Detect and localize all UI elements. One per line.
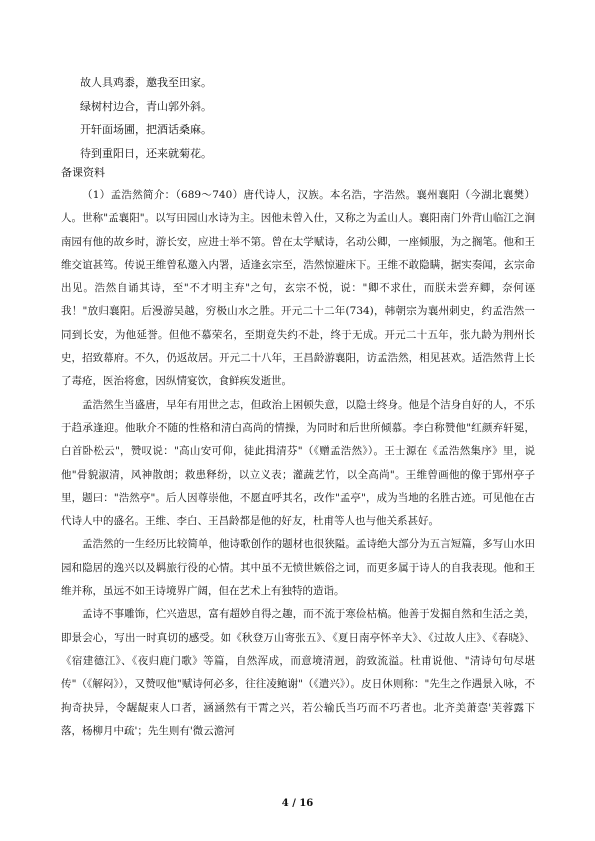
paragraph-themes: 孟浩然的一生经历比较简单，他诗歌创作的题材也很狭隘。孟诗绝大部分为五言短篇，多写山水田园和隐居的逸兴以及羁旅行役的心情。其中虽不无愤世嫉俗之词，而更多属于诗人的自我表现。他和王维并称，虽远不如王诗境界广阔，但在艺术上有独特的造诣。 — [61, 538, 535, 598]
section-title: 备课资料 — [61, 166, 105, 179]
poem-line-3: 开轩面场圃，把酒话桑麻。 — [80, 123, 212, 136]
body-text — [61, 184, 535, 743]
paragraph-biography: （1）孟浩然简介：（689～740）唐代诗人，汉族。本名浩，字浩然。襄州襄阳（今湖北襄樊）人。世称"孟襄阳"。以写田园山水诗为主。因他未曾入仕，又称之为孟山人。襄阳南门外背山临江之涧南园有他的故乡时，游长安，应进士举不第。曾在太学赋诗，名动公卿，一座倾服，为之搁笔。他和王维交谊甚笃。传说王维曾私邀入内署，适逢玄宗至，浩然惊避床下。王维不敢隐瞒，据实奏闻，玄宗命出见。浩然自诵其诗，至"不才明主弃"之句，玄宗不悦，说："卿不求仕，而朕未尝弃卿，奈何诬我！"放归襄阳。后漫游吴越，穷极山水之胜。开元二十二年(734)，韩朝宗为襄州刺史，约孟浩然一同到长安，为他延誉。但他不慕荣名，至期竟失约不赴，终于无成。开元二十五年，张九龄为荆州长史，招致幕府。不久，仍返故居。开元二十八年，王昌龄游襄阳，访孟浩然，相见甚欢。适浩然背上长了毒疮，医治将愈，因纵情宴饮，食鲜疾发逝世。 — [61, 189, 535, 388]
poem-line-1: 故人具鸡黍，邀我至田家。 — [80, 76, 212, 89]
poem-line-2: 绿树村边合，青山郭外斜。 — [80, 99, 212, 113]
paragraph-character: 孟浩然生当盛唐，早年有用世之志，但政治上困顿失意，以隐士终身。他是个洁身自好的人，不乐于趋承逢迎。他耿介不随的性格和清白高尚的情操，为同时和后世所倾慕。李白称赞他"红颜弃轩冕，白首卧松云"，赞叹说："高山安可仰，徒此揖清芬"（《赠孟浩然》）。王士源在《孟浩然集序》里，说他"骨貌淑清，风神散朗；救患释纷，以立义表；灌蔬艺竹，以全高尚"。王维曾画他的像于郢州亭子里，题曰："浩然亭"。后人因尊崇他，不愿直呼其名，改作"孟亭"，成为当地的名胜古迹。可见他在古代诗人中的盛名。王维、李白、王昌龄都是他的好友，杜甫等人也与他关系甚好。 — [61, 398, 535, 528]
paragraph-style: 孟诗不事雕饰，伫兴造思，富有超妙自得之趣，而不流于寒俭枯槁。他善于发掘自然和生活之美，即景会心，写出一时真切的感受。如《秋登万山寄张五》、《夏日南亭怀辛大》、《过故人庄》、《春晓》、《宿建德江》、《夜归鹿门歌》等篇，自然浑成，而意境清迥，韵致流溢。杜甫说他、"清诗句句尽堪传"（《解闷》），又赞叹他"赋诗何必多，往往凌鲍谢"（《遣兴》）。皮日休则称："先生之作遇景入咏，不拘奇抉异，令龌龊束人口者，涵涵然有干霄之兴，若公输氏当巧而不巧者也。北齐美萧悫'芙蓉露下落，杨柳月中疏'；先生则有'微云澹河 — [61, 608, 535, 737]
poem-block — [80, 71, 212, 165]
page-number: 4 / 16 — [281, 798, 314, 809]
poem-line-4: 待到重阳日，还来就菊花。 — [80, 146, 212, 160]
